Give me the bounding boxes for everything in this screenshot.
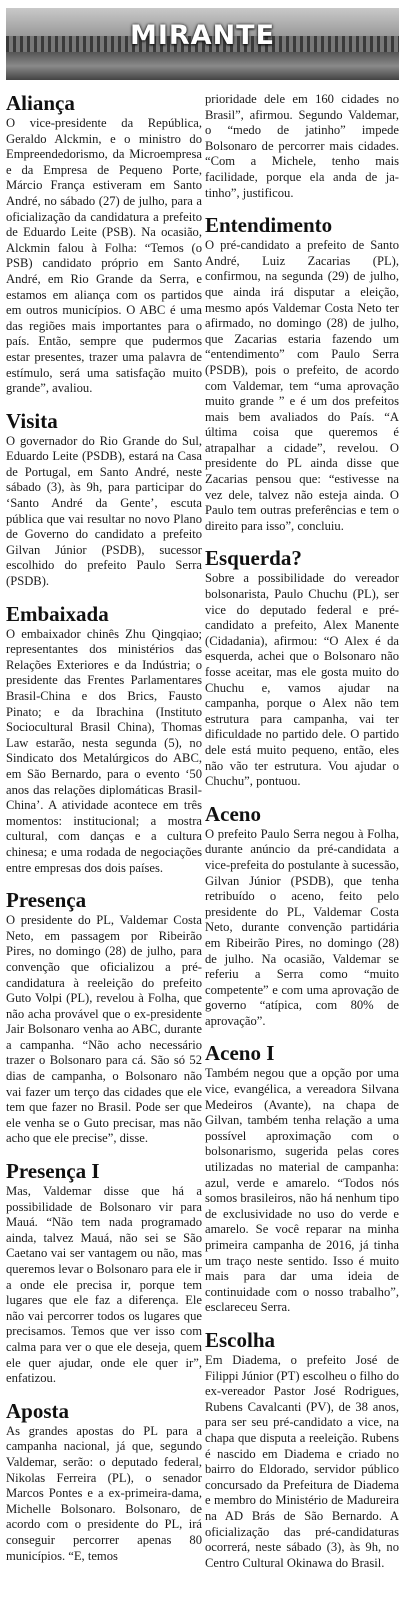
section-alianca <box>6 92 202 397</box>
section-body: O pré-candidato a prefeito de Santo André, Luiz Zacarias (PL), confirmou, na segunda (29) de julho, que ainda irá disputar a eleição, mesmo após Valdemar Costa Neto ter afirmado, no domingo (28) de julho, que Zacarias estaria fazendo um “entendimento” com Paulo Serra (PSDB), pois o prefeito, de acordo com Valdemar, tem “uma aprovação muito grande ” e é um dos prefeitos mais bem avaliados do País. “A última coisa que queremos é atrapalhar a cidade”, revelou. O presidente do PL ainda disse que Zacarias pensou que: “estivesse na vez dele, talvez não esteja ainda. O Paulo tem outras preferências e tem o direito para isso”, concluiu. <box>205 238 399 533</box>
section-heading: Presença <box>6 888 87 913</box>
section-heading: Visita <box>6 408 58 433</box>
section-visita <box>6 410 202 590</box>
section-aceno <box>205 803 399 1030</box>
section-body: O vice-presidente da República, Geraldo Alckmin, e o ministro do Empreendedorismo, da Microempresa e da Empresa de Pequeno Porte, Márcio França estiveram em Santo André, no sábado (27) de julho, para a oficialização da candidatura a prefeito de Eduardo Leite (PSB). Na ocasião, Alckmin falou à Folha: “Temos (o PSB) candidato próprio em Santo André, em Rio Grande da Serra, e estamos em aliança com os partidos em outros municípios. O ABC é uma das regiões mais importantes para o país. Então, sempre que pudermos estar presentes, trazer uma palavra de estímulo, será uma satisfação muito grande”, avaliou. <box>6 116 202 396</box>
section-body: O governador do Rio Grande do Sul, Eduardo Leite (PSDB), estará na Casa de Portugal, em Santo André, neste sábado (3), às 9h, para participar do ‘Santo André da Gente’, escuta pública que vai resultar no novo Plano de Governo do candidato a prefeito Gilvan Júnior (PSDB), sucessor escolhido do prefeito Paulo Serra (PSDB). <box>6 433 202 589</box>
section-body: O embaixador chinês Zhu Qingqiao; representantes dos ministérios das Relações Exteriores e da Indústria; o presidente das Frentes Parlamentares Brasil-China e dos Brics, Fausto Pinato; e da Ibrachina (Instituto Sociocultural Brasil China), Thomas Law estarão, nesta segunda (5), no Sindicato dos Metalúrgicos do ABC, em São Bernardo, para o evento ‘50 anos das relações diplomáticas Brasil-China’. A atividade acontece em três momentos: institucional; a mostra cultural, com danças e a cultura chinesa; e uma rodada de negociações entre empresas dos dois países. <box>6 626 202 875</box>
section-heading: Entendimento <box>205 213 333 238</box>
section-escolha <box>205 1329 399 1571</box>
column-header-banner <box>6 8 399 80</box>
section-aposta <box>6 1400 202 1564</box>
section-body: prioridade dele em 160 cidades no Brasil”, afirmou. Segundo Valdemar, o “medo de jatinho” impede Bolsonaro de percorrer mais cidades. “Com a Michele, tenho mais facilidade, porque ela anda de ja-tinho”, justificou. <box>205 92 399 200</box>
left-column <box>6 92 202 1577</box>
section-heading: Aceno I <box>205 1041 275 1066</box>
section-heading: Aceno <box>205 801 261 826</box>
section-aposta-continued <box>205 92 399 201</box>
section-body: Também negou que a opção por uma vice, evangélica, a vereadora Silvana Medeiros (Avante), na chapa de Gilvan, também tenha relação a uma possível aproximação com o bolsonarismo, sugerida pelas cores utilizadas no material de campanha: azul, verde e amarelo. “Todos nós somos brasileiros, não há nenhum tipo de exclusividade no uso do verde e amarelo. Se você reparar na minha primeira campanha de 2016, já tinha um traço neste sentido. Isso é muito mais para dar uma ideia de continuidade com o nosso trabalho”, esclareceu Serra. <box>205 1066 399 1315</box>
banner-reflection <box>6 52 399 80</box>
section-heading: Escolha <box>205 1327 276 1352</box>
section-body: Em Diadema, o prefeito José de Filippi Júnior (PT) escolheu o filho do ex-vereador Pastor José Rodrigues, Rubens Cavalcanti (PV), de 38 anos, para ser seu pré-candidato a vice, na chapa que disputa a reeleição. Rubens é nascido em Diadema e criado no bairro do Eldorado, servidor público concursado da Prefeitura de Diadema e membro do Ministério de Madureira na AD Brás de São Bernardo. A oficialização das pré-candidaturas ocorrerá, neste sábado (3), às 9h, no Centro Cultural Okinawa do Brasil. <box>205 1352 399 1570</box>
section-presenca <box>6 889 202 1147</box>
section-entendimento <box>205 214 399 534</box>
section-body: Sobre a possibilidade do vereador bolsonarista, Paulo Chuchu (PL), ser vice do deputado federal e pré-candidato a prefeito, Alex Manente (Cidadania), afirmou: “O Alex é da esquerda, achei que o Bolsonaro não fosse aceitar, mas ele gosta muito do Chuchu e, vamos ajudar na campanha, porque o Alex não tem estrutura para campanha, vai ter dificuldade no partido dele. O partido dele está muito pequeno, então, eles não vão ter estrutura. Vou ajudar o Chuchu”, pontuou. <box>205 571 399 789</box>
column-title: MIRANTE <box>129 20 276 51</box>
section-heading: Aliança <box>6 91 75 115</box>
section-heading: Aposta <box>6 1398 70 1423</box>
section-body: O presidente do PL, Valdemar Costa Neto, em passagem por Ribeirão Pires, no domingo (28) de julho, para convenção que oficializou a pré-candidatura à reeleição do prefeito Guto Volpi (PL), revelou à Folha, que não acha provável que o ex-presidente Jair Bolsonaro venha ao ABC, durante a campanha. “Não acho necessário trazer o Bolsonaro para cá. São só 52 dias de campanha, o Bolsonaro não vai fazer um terço das cidades que ele tem que fazer no Brasil. Pode ser que ele venha se o Guto precisar, mas não acho que ele precise”, disse. <box>6 913 202 1146</box>
section-presenca-i <box>6 1160 202 1387</box>
section-body: Mas, Valdemar disse que há a possibilidade de Bolsonaro vir para Mauá. “Não tem nada programado ainda, talvez Mauá, não sei se São Caetano vai ser vantagem ou não, mas queremos levar o Bolsonaro para ele ir a onde ele precisa ir, porque tem lugares que ele faz a diferença. Ele não vai percorrer todos os lugares que precisamos. Temos que ver isso com calma para ver o que ele deseja, quem ele quer ajudar, onde ele quer ir”, enfatizou. <box>6 1184 202 1386</box>
section-aceno-i <box>205 1042 399 1316</box>
section-body: O prefeito Paulo Serra negou à Folha, durante anúncio da pré-candidata a vice-prefeita do postulante à sucessão, Gilvan Júnior (PSDB), que tenha retribuído o aceno, feito pelo presidente do PL, Valdemar Costa Neto, durante convenção partidária em Ribeirão Pires, no domingo (28) de julho. Na ocasião, Valdemar se referiu a Serra como “muito competente” e com uma aprovação de governo “atípica, com 80% de aprovação”. <box>205 826 399 1028</box>
section-body: As grandes apostas do PL para a campanha nacional, já que, segundo Valdemar, serão: o deputado federal, Nikolas Ferreira (PL), o senador Marcos Pontes e a ex-primeira-dama, Michelle Bolsonaro. Bolsonaro, de acordo com o presidente do PL, irá conseguir percorrer apenas 80 municípios. “E, temos <box>6 1423 202 1563</box>
section-heading: Presença I <box>6 1159 100 1184</box>
section-embaixada <box>6 603 202 877</box>
right-column <box>205 92 399 1584</box>
section-heading: Embaixada <box>6 601 109 626</box>
section-esquerda <box>205 547 399 789</box>
section-heading: Esquerda? <box>205 546 302 571</box>
